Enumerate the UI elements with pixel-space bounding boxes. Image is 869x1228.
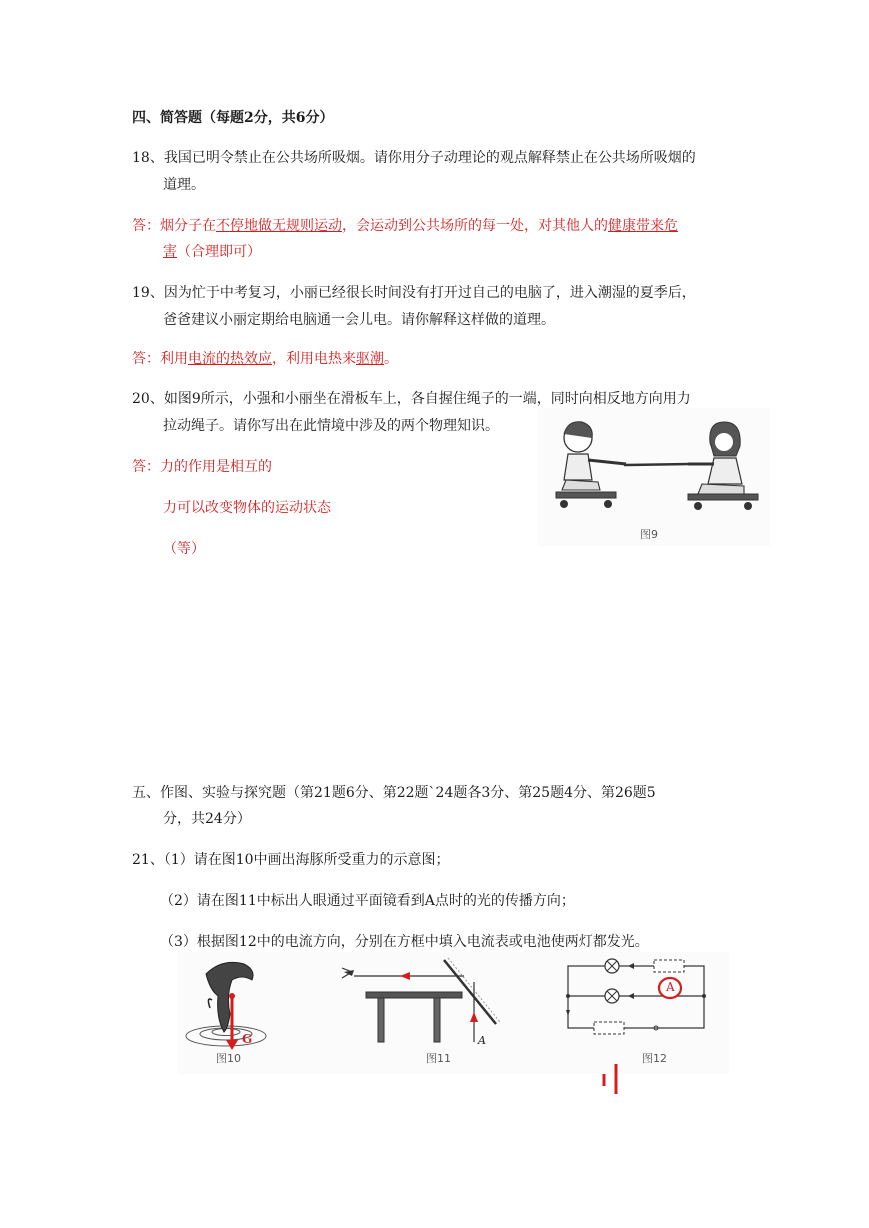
figures-10-12 — [178, 952, 729, 1074]
gravity-label: G — [242, 1032, 253, 1046]
q20-line1: 20、如图9所示，小强和小丽坐在滑板车上，各自握住绳子的一端，同时向相反地方向用力 — [132, 391, 691, 407]
q20-answer-3: （等） — [163, 541, 205, 557]
answer-text: 力的作用是相互的 — [160, 459, 272, 475]
answer-underlined: 驱潮 — [356, 351, 384, 367]
section-5-line1: 五、作图、实验与探究题（第21题6分、第22题`24题各3分、第25题4分、第26题5 — [132, 785, 656, 801]
point-a-label: A — [478, 1034, 486, 1047]
answer-label: 答： — [132, 218, 160, 234]
answer-label: 答： — [132, 459, 160, 475]
q18-line1: 18、我国已明令禁止在公共场所吸烟。请你用分子动理论的观点解释禁止在公共场所吸烟的 — [132, 150, 696, 166]
q19-line1: 19、因为忙于中考复习，小丽已经很长时间没有打开过自己的电脑了，进入潮湿的夏季后， — [132, 285, 696, 301]
q20-line2: 拉动绳子。请你写出在此情境中涉及的两个物理知识。 — [163, 418, 499, 434]
answer-text: ，会运动到公共场所的每一处，对其他人的 — [342, 218, 608, 234]
answer-note: （合理即可） — [177, 244, 261, 260]
q21-line3: （3）根据图12中的电流方向，分别在方框中填入电流表或电池使两灯都发光。 — [160, 934, 649, 950]
answer-text: ，利用电热来 — [272, 351, 356, 367]
battery-symbol-icon — [596, 1060, 626, 1098]
figure-9-caption: 图9 — [640, 528, 658, 541]
q18-answer-line1 — [132, 216, 678, 236]
q21-line1: 21、（1）请在图10中画出海豚所受重力的示意图； — [132, 852, 450, 868]
figure-10-caption: 图10 — [216, 1052, 241, 1065]
circuit-illustration — [558, 952, 718, 1070]
answer-text: 烟分子在 — [160, 218, 216, 234]
q19-line2: 爸爸建议小丽定期给电脑通一会儿电。请你解释这样做的道理。 — [163, 312, 555, 328]
answer-underlined: 电流的热效应 — [188, 351, 272, 367]
answer-underlined: 健康带来危 — [608, 218, 678, 234]
answer-text: 。 — [384, 351, 398, 367]
section-5-line2: 分，共24分） — [163, 811, 251, 827]
figure-11-caption: 图11 — [426, 1052, 451, 1065]
q18-line2: 道理。 — [163, 177, 205, 193]
q21-line2: （2）请在图11中标出人眼通过平面镜看到A点时的光的传播方向； — [160, 893, 575, 909]
ammeter-label: A — [666, 980, 675, 994]
q19-answer — [132, 349, 398, 369]
section-4-title: 四、简答题（每题2分，共6分） — [132, 110, 334, 126]
q20-answer-1 — [132, 457, 272, 477]
figure-9 — [538, 408, 770, 546]
figure-12-caption: 图12 — [642, 1052, 667, 1065]
q18-answer-line2 — [163, 242, 261, 262]
answer-underlined: 害 — [163, 244, 177, 260]
answer-underlined: 不停地做无规则运动 — [216, 218, 342, 234]
answer-label: 答： — [132, 351, 160, 367]
answer-text: 利用 — [160, 351, 188, 367]
q20-answer-2: 力可以改变物体的运动状态 — [163, 500, 331, 516]
